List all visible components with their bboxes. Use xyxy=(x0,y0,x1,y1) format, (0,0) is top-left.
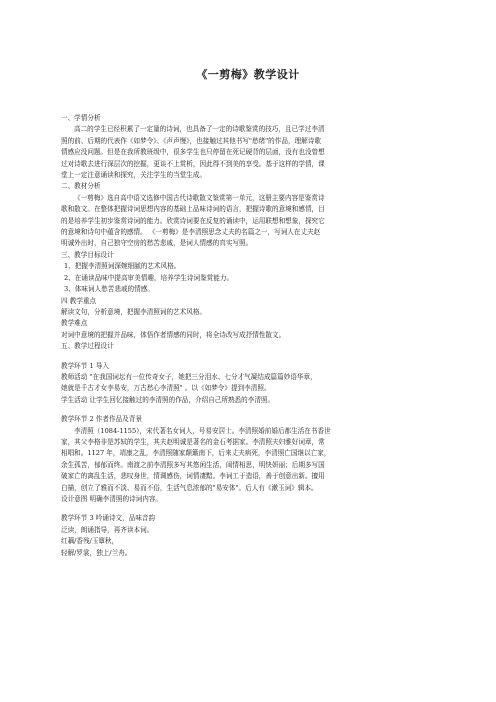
paragraph-line: 家，其父李格非是苏轼的学生，其夫赵明诚是著名的金石考据家。李清照夫妇雅好词章，常 xyxy=(61,437,325,446)
section-heading-3: 三、教学目标设计 xyxy=(61,250,114,259)
paragraph-line: 白描，创立了雅而不淡、易而不俗，生活气息浓郁的"易安体"。后人有《漱玉词》辑本。 xyxy=(61,483,318,492)
objective-item: 3、体味词人愁苦悲戚的情感。 xyxy=(64,285,154,294)
paragraph-line: 照的前、后期的代表作《如梦令》、《声声慢》，也接触过其他书写"愁绪"的作品，理解诗歌 xyxy=(61,136,321,145)
paragraph-line: 的意境和诗句中蕴含的感情。 《一剪梅》是李清照思念丈夫的名篇之一，写词人在丈夫赵 xyxy=(61,228,321,237)
step-heading-1: 教学环节 1 导入 xyxy=(61,361,109,370)
paragraph-line: 歌和散文。在整体把握诗词思想内容的基础上品味诗词的语言，把握诗歌的意境和感情，目 xyxy=(61,205,325,214)
section-heading-5: 五、教学过程设计 xyxy=(61,342,114,351)
paragraph-line: 明诚外出时，自己独守空房的愁苦悲戚，是词人情感的真实写照。 xyxy=(61,239,253,248)
paragraph-line: 破家亡的离乱生活，悲叹身世，情调感伤，词情凄黯。李词工于造语，善于创意出新。擅用 xyxy=(61,472,325,481)
spacer xyxy=(61,505,439,513)
poem-line: 轻解/罗裳，独上/兰舟。 xyxy=(61,548,132,557)
subheading-difficulty: 教学难点 xyxy=(61,319,88,328)
paragraph-line: 解读文句，分析意境，把握李清照词的艺术风格。 xyxy=(61,307,207,316)
objective-item: 2、在诵读品味中提高审美情趣，培养学生诗词鉴赏能力。 xyxy=(64,273,234,282)
paragraph-line: 的是培养学生初步鉴赏诗词的能力。欣赏诗词要在反复的诵读中，运用联想和想象，探究它 xyxy=(61,216,325,225)
step-heading-3: 教学环节 3 吟诵诗文，品味音韵 xyxy=(61,514,156,523)
paragraph-line: 情感应没问题。但是在我所教班级中，很多学生也只停留在死记硬背的层面，没有也没曾想 xyxy=(61,148,325,157)
paragraph-line: 余生孤苦，郁郁而终。南渡之前李清照多写其悠闲生活，闺情相思，明快妍丽；后期多写国 xyxy=(61,460,325,469)
section-heading-4: 四 教学重点 xyxy=(61,296,97,305)
paragraph-line: 教师活动 "在我国词坛有一位传奇女子，她把三分泪水、七分才气凝结成篇篇妙语华章， xyxy=(61,372,317,381)
section-heading-1: 一、学情分析 xyxy=(61,114,101,122)
paragraph-line: 学生活动 让学生回忆接触过的李清照的作品，介绍自己所熟悉的李清照。 xyxy=(61,395,275,404)
paragraph-line: 相唱和。1127 年，靖康之乱，李清照随家颠簸南下，后来丈夫病死，李清照亡国继以亡家， xyxy=(61,449,331,458)
document-title: 《一剪梅》教学设计 xyxy=(196,68,300,81)
paragraph-line: 过对诗歌去进行深层次的挖掘，更谈不上赏析，因此得不到美的享受。基于这样的学情，课 xyxy=(61,159,325,168)
paragraph-line: 李清照（1084-1155），宋代著名女词人，号易安居士。李清照婚前婚后都生活在书香世 xyxy=(74,426,331,435)
spacer xyxy=(61,353,439,361)
section-heading-2: 二、教材分析 xyxy=(61,182,101,191)
paragraph-line: 设计意图 明确李清照的诗词内容。 xyxy=(61,495,163,503)
paragraph-line: 《一剪梅》选自高中语文选修中国古代诗歌散文鉴赏第一单元，这册主要内容是鉴赏诗 xyxy=(74,193,325,202)
step-heading-2: 教学环节 2 作者作品及背景 xyxy=(61,415,142,424)
paragraph-line: 高二的学生已经积累了一定量的诗词，也具备了一定的诗歌鉴赏的技巧，且已学过李清 xyxy=(74,125,325,134)
spacer xyxy=(61,406,439,414)
poem-line: 红藕/香残/玉簟秋， xyxy=(61,537,119,546)
paragraph-line: 泛读，朗诵指导，再齐读本词。 xyxy=(61,525,154,534)
document-body xyxy=(61,113,439,559)
objective-item: 1、把握李清照词深婉细腻的艺术风格。 xyxy=(64,262,181,271)
paragraph-line: 她就是千古才女李易安，万古愁心李清照" 。以《如梦令》提到李清照。 xyxy=(61,384,271,393)
paragraph-line: 堂上一定注意诵读和探究，关注学生的当堂生成。 xyxy=(61,171,207,180)
paragraph-line: 对词中意境的把握并品味，体悟作者情感的同时，将全诗改写成抒情性散文。 xyxy=(61,330,286,339)
